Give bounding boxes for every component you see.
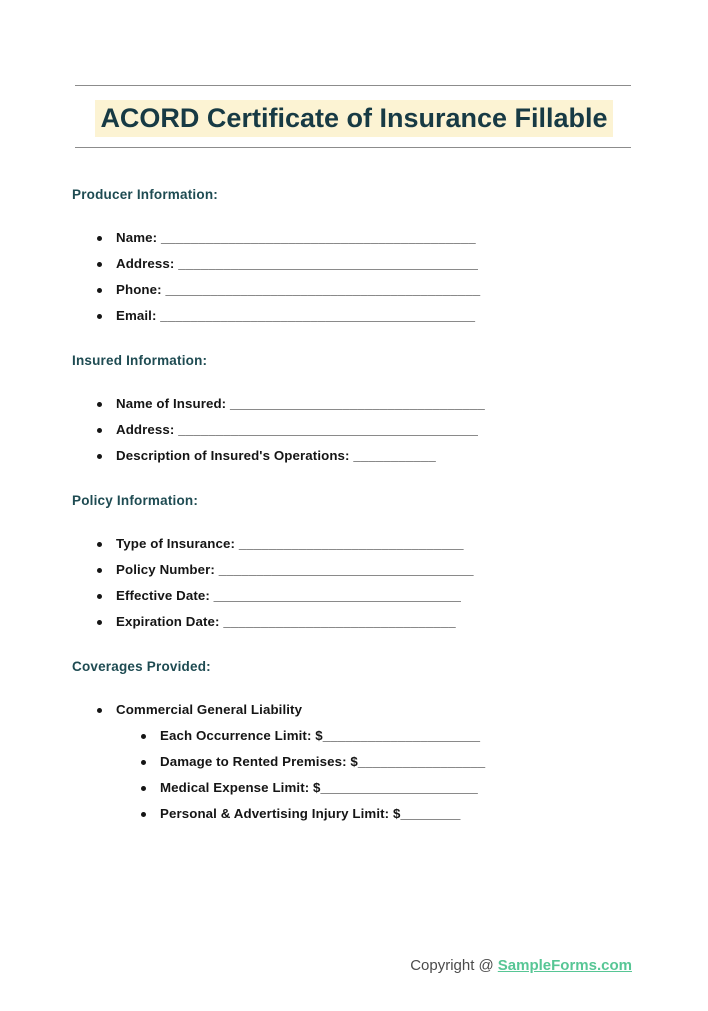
bullet-icon bbox=[141, 786, 146, 791]
bullet-icon bbox=[97, 428, 102, 433]
list-item bbox=[97, 537, 708, 551]
footer-copyright bbox=[410, 957, 632, 974]
field-line-phone: Phone: __________________________________________ bbox=[116, 282, 481, 297]
field-line-policy-number: Policy Number: __________________________________ bbox=[116, 562, 474, 577]
bullet-icon bbox=[97, 402, 102, 407]
list-item bbox=[97, 703, 708, 821]
bullet-icon bbox=[97, 708, 102, 713]
bullet-icon bbox=[97, 454, 102, 459]
list-item bbox=[97, 615, 708, 629]
section-producer-information bbox=[0, 188, 708, 323]
list-item bbox=[97, 257, 708, 271]
list-item bbox=[141, 807, 708, 821]
section-heading-insured: Insured Information: bbox=[72, 353, 208, 368]
list-item bbox=[97, 283, 708, 297]
field-line-address: Address: ________________________________________ bbox=[116, 256, 479, 271]
field-line-effective-date: Effective Date: _________________________________ bbox=[116, 588, 462, 603]
section-heading-coverages: Coverages Provided: bbox=[72, 659, 211, 674]
field-line-name: Name: __________________________________________ bbox=[116, 230, 476, 245]
field-line-damage-to-rented-premises: Damage to Rented Premises: $_________________ bbox=[160, 754, 486, 769]
list-item bbox=[141, 755, 708, 769]
list-item bbox=[97, 397, 708, 411]
field-line-expiration-date: Expiration Date: _______________________________ bbox=[116, 614, 456, 629]
list-item bbox=[141, 729, 708, 743]
bullet-icon bbox=[97, 314, 102, 319]
copyright-text: Copyright @ bbox=[410, 957, 494, 974]
bullet-icon bbox=[97, 262, 102, 267]
section-heading-producer: Producer Information: bbox=[72, 187, 218, 202]
bullet-icon bbox=[97, 568, 102, 573]
page-title: ACORD Certificate of Insurance Fillable bbox=[95, 100, 612, 137]
section-coverages-provided bbox=[0, 660, 708, 821]
bullet-icon bbox=[97, 620, 102, 625]
insured-list bbox=[0, 397, 708, 463]
bullet-icon bbox=[97, 288, 102, 293]
bullet-icon bbox=[97, 594, 102, 599]
bullet-icon bbox=[141, 734, 146, 739]
title-divider-bottom bbox=[75, 147, 631, 148]
coverage-limits-sublist bbox=[97, 729, 708, 821]
field-line-medical-expense-limit: Medical Expense Limit: $_____________________ bbox=[160, 780, 478, 795]
field-line-personal-advertising-injury-limit: Personal & Advertising Injury Limit: $________ bbox=[160, 806, 461, 821]
field-line-email: Email: __________________________________________ bbox=[116, 308, 476, 323]
field-line-insured-address: Address: ________________________________________ bbox=[116, 422, 479, 437]
bullet-icon bbox=[141, 760, 146, 765]
policy-list bbox=[0, 537, 708, 629]
list-item bbox=[97, 309, 708, 323]
bullet-icon bbox=[97, 542, 102, 547]
list-item bbox=[97, 449, 708, 463]
bullet-icon bbox=[141, 812, 146, 817]
list-item bbox=[141, 781, 708, 795]
title-divider-top bbox=[75, 85, 631, 86]
coverages-list bbox=[0, 703, 708, 821]
list-item bbox=[97, 231, 708, 245]
section-policy-information bbox=[0, 494, 708, 629]
field-line-each-occurrence-limit: Each Occurrence Limit: $_____________________ bbox=[160, 728, 481, 743]
section-insured-information bbox=[0, 354, 708, 463]
list-item bbox=[97, 563, 708, 577]
sampleforms-link[interactable]: SampleForms.com bbox=[497, 957, 632, 974]
field-line-name-of-insured: Name of Insured: __________________________________ bbox=[116, 396, 485, 411]
list-item bbox=[97, 423, 708, 437]
field-line-type-of-insurance: Type of Insurance: ______________________________ bbox=[116, 536, 464, 551]
section-heading-policy: Policy Information: bbox=[72, 493, 199, 508]
field-line-operations-description: Description of Insured's Operations: ___________ bbox=[116, 448, 436, 463]
coverage-type-label: Commercial General Liability bbox=[116, 702, 303, 717]
title-band bbox=[0, 100, 708, 137]
list-item bbox=[97, 589, 708, 603]
bullet-icon bbox=[97, 236, 102, 241]
producer-list bbox=[0, 231, 708, 323]
